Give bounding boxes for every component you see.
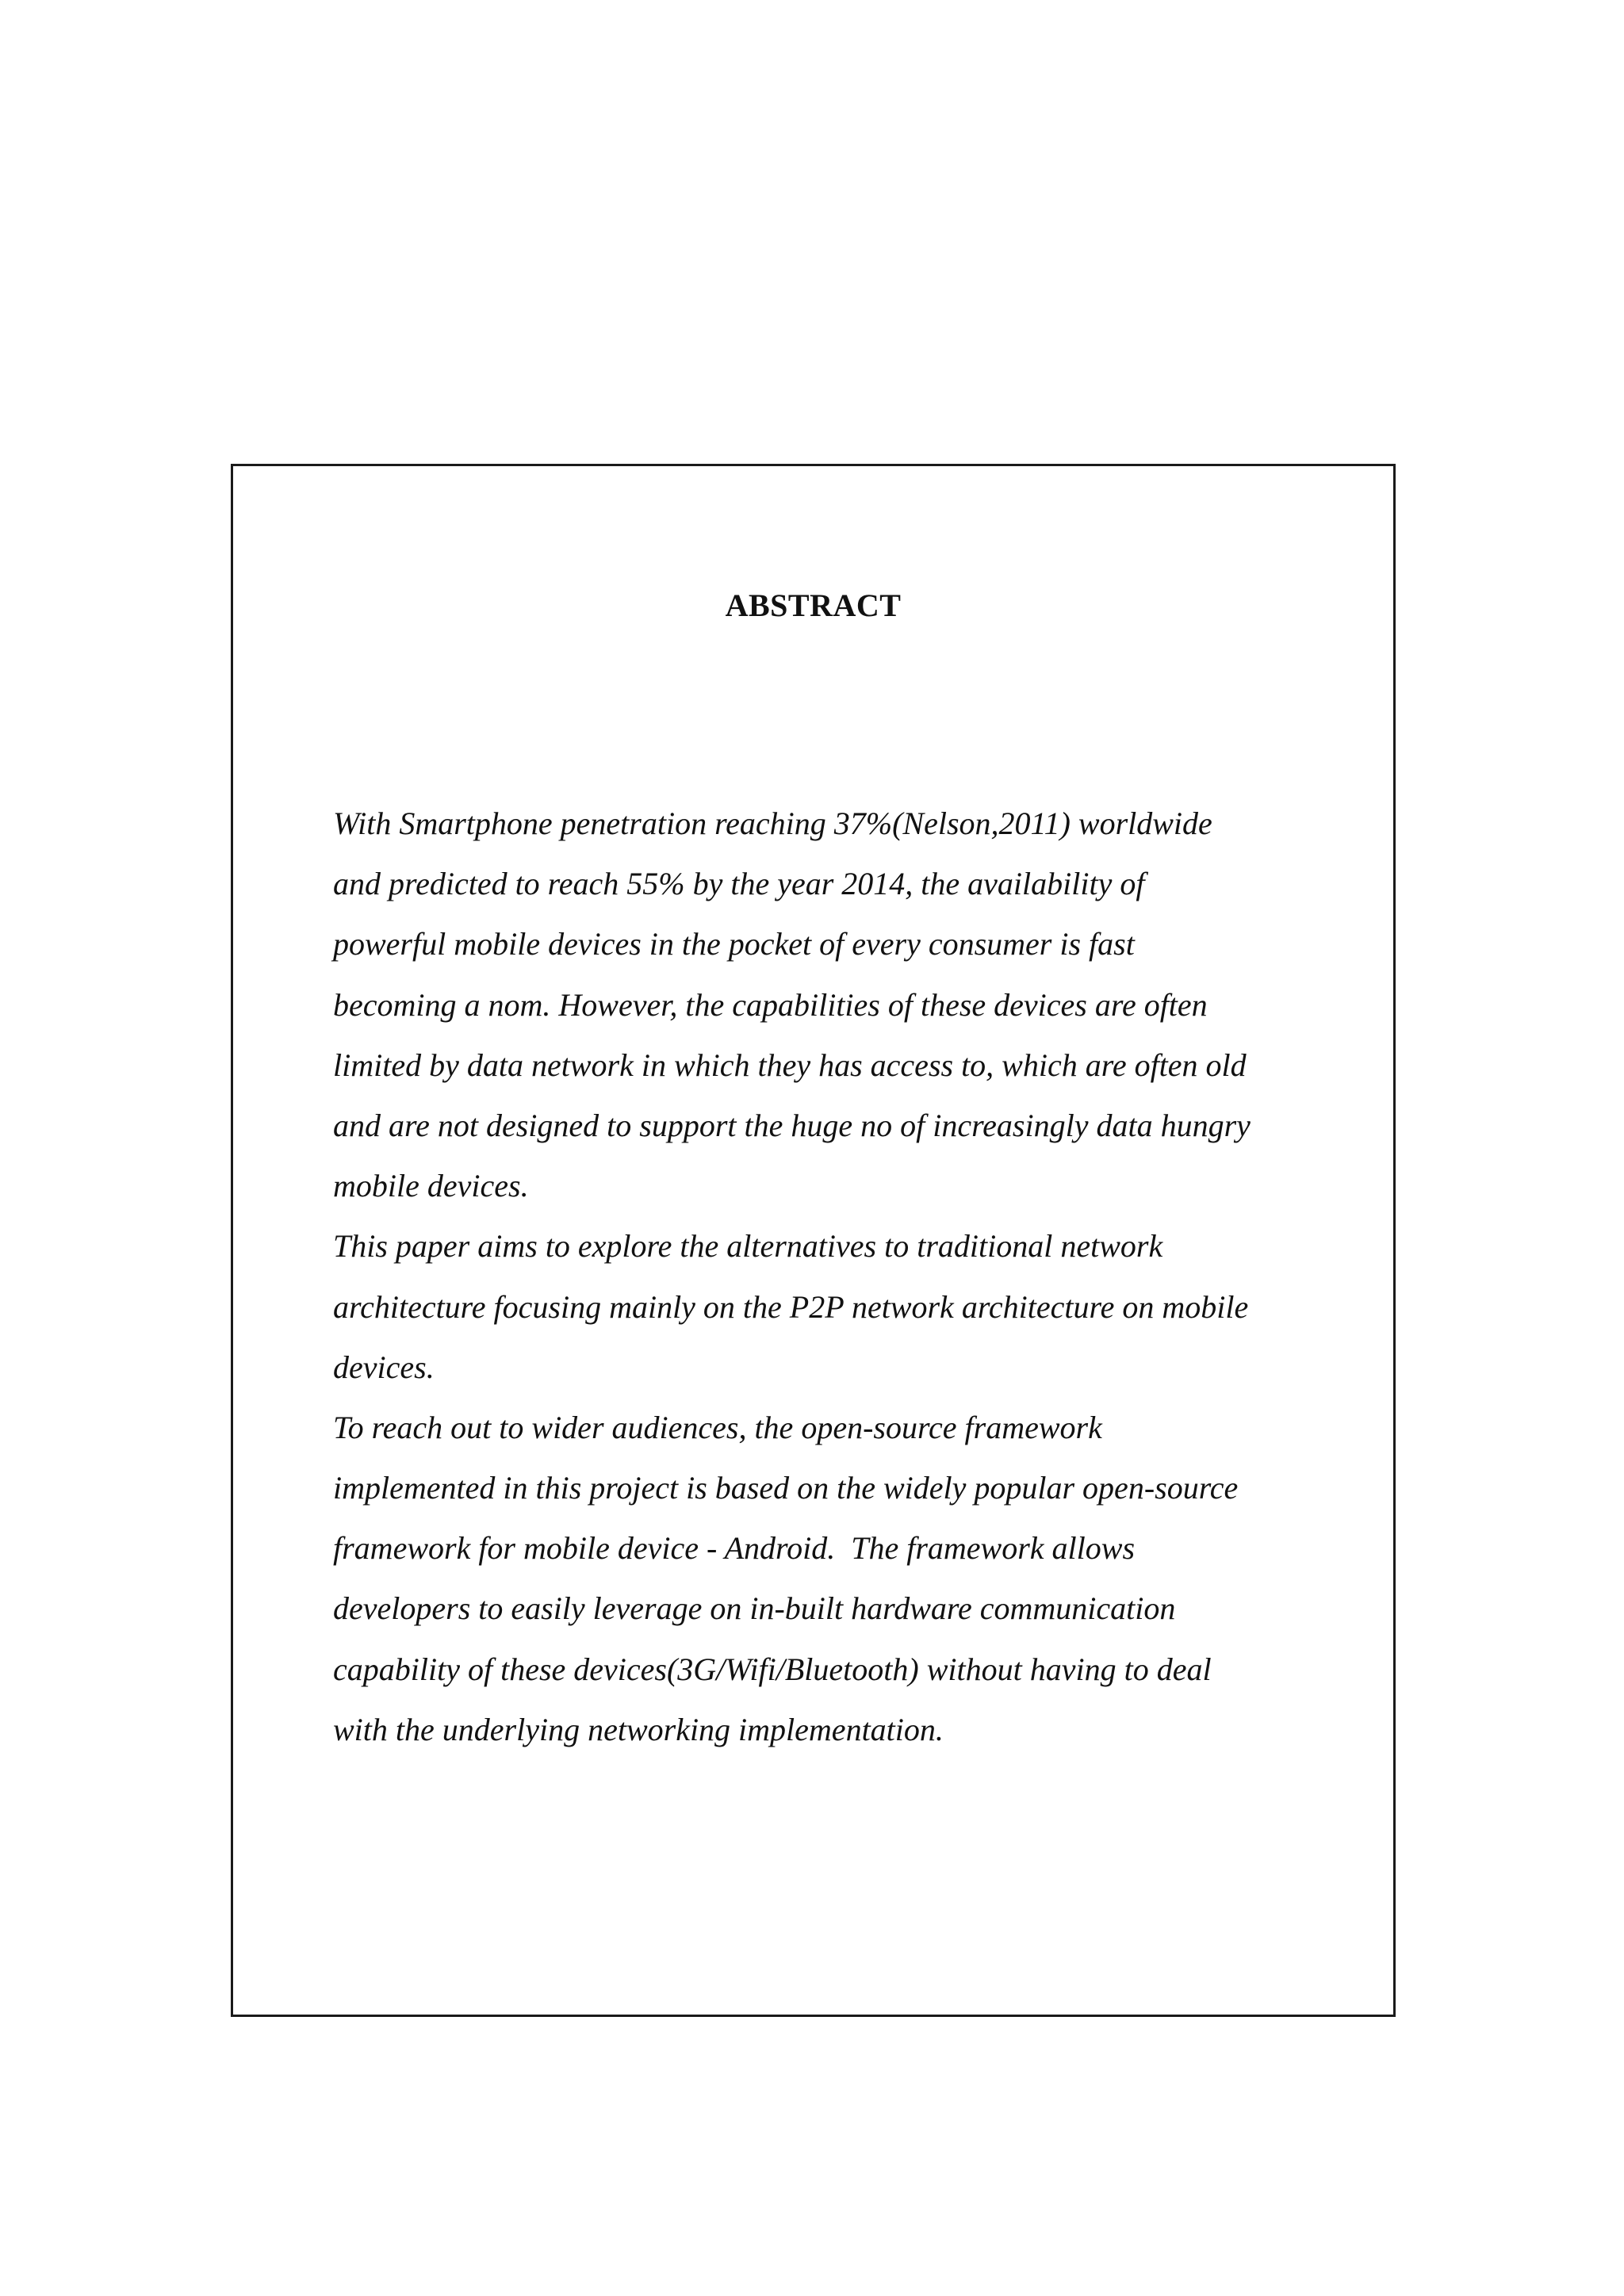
abstract-title: ABSTRACT [725, 587, 902, 623]
body-line: devices. [333, 1349, 435, 1385]
body-line: To reach out to wider audiences, the open-source framework [333, 1409, 1102, 1445]
body-line: mobile devices. [333, 1168, 529, 1204]
body-line: With Smartphone penetration reaching 37%(Nelson,2011) worldwide [333, 806, 1212, 841]
abstract-body [333, 794, 1364, 1760]
body-line: This paper aims to explore the alternatives to traditional network [333, 1228, 1163, 1265]
body-line: capability of these devices(3G/Wifi/Bluetooth) without having to deal [333, 1651, 1212, 1687]
abstract-frame [231, 464, 1396, 2017]
body-line: powerful mobile devices in the pocket of every consumer is fast [333, 926, 1135, 962]
body-line: limited by data network in which they has access to, which are often old [333, 1047, 1247, 1083]
body-line: developers to easily leverage on in-built hardware communication [333, 1590, 1176, 1627]
body-line: implemented in this project is based on the widely popular open-source [333, 1470, 1239, 1506]
body-line: becoming a nom. However, the capabilities of these devices are often [333, 986, 1208, 1023]
body-line: and are not designed to support the huge no of increasingly data hungry [333, 1107, 1251, 1143]
body-line: and predicted to reach 55% by the year 2014, the availability of [333, 866, 1145, 902]
body-line: with the underlying networking implementation. [333, 1711, 944, 1747]
body-line: architecture focusing mainly on the P2P network architecture on mobile [333, 1288, 1249, 1325]
body-line: framework for mobile device - Android. The framework allows [333, 1530, 1136, 1567]
